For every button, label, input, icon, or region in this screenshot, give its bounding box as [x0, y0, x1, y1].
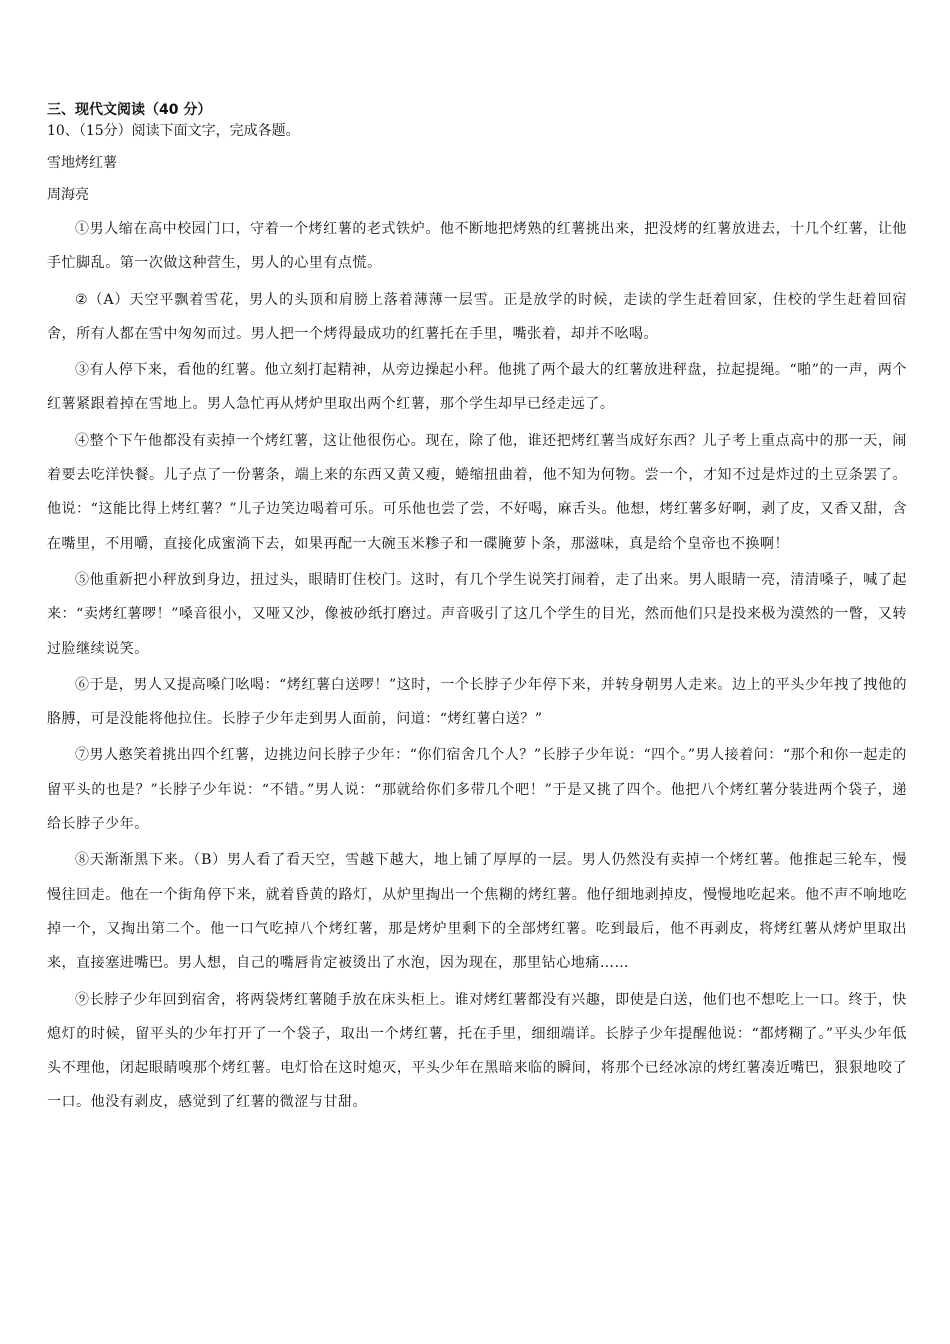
paragraph-2: ②（A）天空平飘着雪花，男人的头顶和肩膀上落着薄薄一层雪。正是放学的时候，走读的学生赶着回家，住校的学生赶着回宿舍，所有人都在雪中匆匆而过。男人把一个烤得最成功的红薯托在手里，嘴张着，却并不吆喝。: [47, 291, 907, 342]
section-heading: 三、现代文阅读（40 分）: [47, 102, 212, 118]
paragraph-8: ⑧天渐渐黑下来。（B）男人看了看天空，雪越下越大，地上铺了厚厚的一层。男人仍然没有卖掉一个烤红薯。他推起三轮车，慢慢往回走。他在一个街角停下来，就着昏黄的路灯，从炉里掏出一个焦糊的烤红薯。他仔细地剥掉皮，慢慢地吃起来。他不声不响地吃掉一个，又掏出第二个。他一口气吃掉八个烤红薯，那是烤炉里剩下的全部烤红薯。吃到最后，他不再剥皮，将烤红薯从烤炉里取出来，直接塞进嘴巴。男人想，自己的嘴唇肯定被烫出了水泡，因为现在，那里钻心地痛……: [47, 852, 907, 972]
article-author: 周海亮: [47, 187, 89, 203]
document-page: [47, 100, 907, 1122]
paragraph-1: ①男人缩在高中校园门口，守着一个烤红薯的老式铁炉。他不断地把烤熟的红薯挑出来，把没烤的红薯放进去，十几个红薯，让他手忙脚乱。第一次做这种营生，男人的心里有点慌。: [47, 221, 907, 272]
question-prompt: 10、（15分）阅读下面文字，完成各题。: [47, 123, 300, 139]
paragraph-4: ④整个下午他都没有卖掉一个烤红薯，这让他很伤心。现在，除了他，谁还把烤红薯当成好东西？儿子考上重点高中的那一天，闹着要去吃洋快餐。儿子点了一份薯条，端上来的东西又黄又瘦，蜷缩扭曲着，他不知为何物。尝一个，才知不过是炸过的土豆条罢了。他说：“这能比得上烤红薯？”儿子边笑边喝着可乐。可乐他也尝了尝，不好喝，麻舌头。他想，烤红薯多好啊，剥了皮，又香又甜，含在嘴里，不用嚼，直接化成蜜淌下去，如果再配一大碗玉米糁子和一碟腌萝卜条，那滋味，真是给个皇帝也不换啊！: [47, 432, 907, 552]
article-title: 雪地烤红薯: [47, 155, 117, 171]
paragraph-5: ⑤他重新把小秤放到身边，扭过头，眼睛盯住校门。这时，有几个学生说笑打闹着，走了出来。男人眼睛一亮，清清嗓子，喊了起来：“卖烤红薯啰！”嗓音很小，又哑又沙，像被砂纸打磨过。声音吸引了这几个学生的目光，然而他们只是投来极为漠然的一瞥，又转过脸继续说笑。: [47, 571, 907, 657]
paragraph-9: ⑨长脖子少年回到宿舍，将两袋烤红薯随手放在床头柜上。谁对烤红薯都没有兴趣，即使是白送，他们也不想吃上一口。终于，快熄灯的时候，留平头的少年打开了一个袋子，取出一个烤红薯，托在手里，细细端详。长脖子少年提醒他说：“都烤糊了。”平头少年低头不理他，闭起眼睛嗅那个烤红薯。电灯恰在这时熄灭，平头少年在黑暗来临的瞬间，将那个已经冰凉的烤红薯凑近嘴巴，狠狠地咬了一口。他没有剥皮，感觉到了红薯的微涩与甘甜。: [47, 991, 907, 1111]
paragraph-6: ⑥于是，男人又提高嗓门吆喝：“烤红薯白送啰！”这时，一个长脖子少年停下来，并转身朝男人走来。边上的平头少年拽了拽他的胳膊，可是没能将他拉住。长脖子少年走到男人面前，问道：“烤红薯白送？”: [47, 676, 907, 728]
paragraph-7: ⑦男人憨笑着挑出四个红薯，边挑边问长脖子少年：“你们宿舍几个人？”长脖子少年说：“四个。”男人接着问：“那个和你一起走的留平头的也是？”长脖子少年说：“不错。”男人说：“那就给你们多带几个吧！”于是又挑了四个。他把八个烤红薯分装进两个袋子，递给长脖子少年。: [47, 747, 907, 833]
paragraph-3: ③有人停下来，看他的红薯。他立刻打起精神，从旁边操起小秤。他挑了两个最大的红薯放进秤盘，拉起提绳。“啪”的一声，两个红薯紧跟着掉在雪地上。男人急忙再从烤炉里取出两个红薯，那个学生却早已经走远了。: [47, 362, 907, 413]
